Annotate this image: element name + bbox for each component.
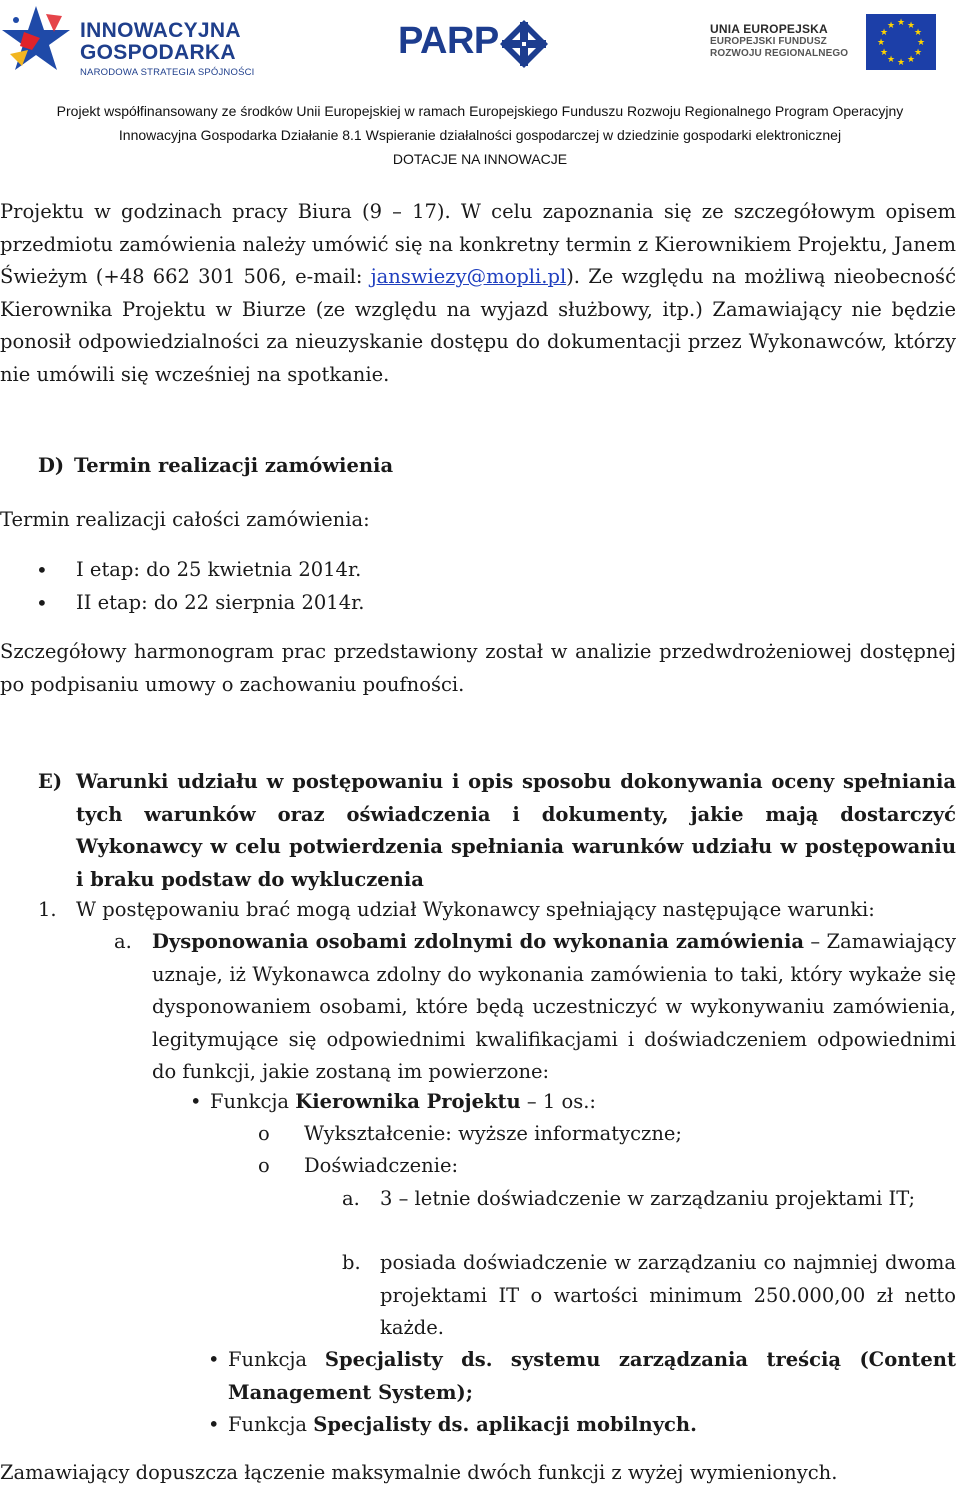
role-mobile-specialist (228, 1409, 697, 1442)
condition-item-1 (38, 894, 875, 927)
innowacyjna-gospodarka-logo (2, 2, 262, 82)
requirement-education (258, 1118, 682, 1151)
intro-paragraph (0, 196, 956, 391)
intro-text-1: Projektu w godzinach pracy Biura (9 – 17). W celu zapoznania się ze szczegółowym opisem przedmiotu zamówienia należy umówić się na konkretny termin z Kierownikiem Projektu, Janem Świeżym (+48 662 301 506, e-mail: (0, 200, 956, 288)
logo-right-line3: ROZWOJU REGIONALNEGO (710, 48, 849, 59)
experience-a (342, 1183, 956, 1216)
logo-right-line1: UNIA EUROPEJSKA (710, 22, 828, 36)
experience-b (342, 1247, 956, 1345)
role-cms-specialist (228, 1344, 956, 1409)
project-header (0, 99, 960, 171)
role-project-manager (210, 1086, 596, 1119)
eu-logo (710, 14, 960, 74)
role3-prefix: Funkcja (228, 1413, 314, 1436)
experience-b-text: posiada doświadczenie w zarządzaniu co najmniej dwoma projektami IT o wartości minimum 250.000,00 zł netto każde. (380, 1251, 956, 1339)
header-logos (0, 0, 960, 95)
requirement-education-text: Wykształcenie: wyższe informatyczne; (304, 1122, 682, 1145)
svg-text:★: ★ (916, 38, 926, 48)
condition-a-text (152, 926, 956, 1089)
logo-right-line2: EUROPEJSKI FUNDUSZ (710, 36, 827, 47)
intro-text-2: ). Ze względu na możliwą nieobecność Kierownika Projektu w Biurze (ze względu na wyjazd służbowy, itp.) Zamawiający nie będzie ponosił odpowiedzialności za nieuzyskanie dostępu do dokumentacji przez Wykonawców, którzy nie umówili się wcześniej na spotkanie. (0, 265, 956, 386)
svg-text:★: ★ (913, 28, 923, 38)
svg-text:★: ★ (906, 21, 916, 31)
svg-text:★: ★ (886, 55, 896, 65)
logo-left-line1: INNOWACYJNA (80, 19, 241, 42)
role3-bold: Specjalisty ds. aplikacji mobilnych. (313, 1413, 697, 1436)
parp-diamond-icon (498, 18, 550, 70)
section-d-heading (38, 454, 393, 477)
experience-b-label: b. (342, 1251, 361, 1274)
header-line1: Projekt współfinansowany ze środków Unii Europejskiej w ramach Europejskiego Funduszu Rozwoju Regionalnego Program Operacyjny (56, 103, 904, 119)
list-item: • II etap: do 22 sierpnia 2014r. (0, 587, 365, 620)
email-link[interactable]: janswiezy@mopli.pl (370, 265, 567, 288)
svg-text:★: ★ (886, 21, 896, 31)
role1-suffix: – 1 os.: (520, 1090, 596, 1113)
requirement-experience (258, 1150, 458, 1183)
svg-text:★: ★ (896, 58, 906, 68)
role2-bold: Specjalisty ds. systemu zarządzania treścią (Content Management System); (228, 1348, 956, 1404)
condition-a-bold: Dysponowania osobami zdolnymi do wykonania zamówienia (152, 930, 805, 953)
svg-text:★: ★ (879, 28, 889, 38)
condition-text: W postępowaniu brać mogą udział Wykonawcy spełniający następujące warunki: (76, 898, 875, 921)
role1-bold: Kierownika Projektu (295, 1090, 521, 1113)
final-paragraph: Zamawiający dopuszcza łączenie maksymalnie dwóch funkcji z wyżej wymienionych. (0, 1461, 838, 1484)
experience-a-label: a. (342, 1187, 360, 1210)
parp-logo (398, 14, 558, 74)
svg-text:★: ★ (896, 18, 906, 28)
condition-number: 1. (38, 898, 57, 921)
svg-text:★: ★ (876, 38, 886, 48)
condition-a-label: a. (114, 930, 132, 953)
schedule-paragraph: Szczegółowy harmonogram prac przedstawiony został w analizie przedwdrożeniowej dostępnej po podpisaniu umowy o zachowaniu poufności. (0, 640, 956, 696)
role2-prefix: Funkcja (228, 1348, 325, 1371)
sub-marker: o (258, 1122, 270, 1145)
experience-a-text: 3 – letnie doświadczenie w zarządzaniu projektami IT; (380, 1187, 916, 1210)
termin-intro: Termin realizacji całości zamówienia: (0, 508, 370, 531)
section-e-label: E) (38, 770, 63, 793)
parp-logo-text: PARP (398, 20, 499, 62)
condition-a (114, 926, 956, 1089)
stage-list (0, 554, 365, 619)
condition-a-body: – Zamawiający uznaje, iż Wykonawca zdolny do wykonania zamówienia to taki, który wykaże się dysponowaniem osobami, które będą uczestniczyć w wykonywaniu zamówienia, legitymujące się odpowiednimi kwalifikacjami i doświadczeniem odpowiednimi do funkcji, jakie zostaną im powierzone: (152, 930, 956, 1083)
logo-left-line2: GOSPODARKA (80, 41, 236, 64)
requirement-experience-text: Doświadczenie: (304, 1154, 459, 1177)
section-e-heading (38, 766, 956, 896)
svg-text:★: ★ (913, 48, 923, 58)
document-body (0, 196, 956, 391)
section-d-title: Termin realizacji zamówienia (74, 454, 394, 477)
header-line3: DOTACJE NA INNOWACJE (392, 151, 568, 167)
header-line2: Innowacyjna Gospodarka Działanie 8.1 Wspieranie działalności gospodarczej w dziedzinie gospodarki elektronicznej (118, 127, 842, 143)
list-item: • I etap: do 25 kwietnia 2014r. (0, 554, 365, 587)
logo-left-line3: NARODOWA STRATEGIA SPÓJNOŚCI (80, 67, 255, 78)
sub-marker: o (258, 1154, 270, 1177)
section-e-title: Warunki udziału w postępowaniu i opis sposobu dokonywania oceny spełniania tych warunków oraz oświadczenia i dokumenty, jakie mają dostarczyć Wykonawcy w celu potwierdzenia spełniania warunków udziału w postępowaniu i braku podstaw do wykluczenia (76, 770, 956, 891)
star-logo-icon (2, 2, 80, 82)
section-d-label: D) (38, 454, 65, 477)
role1-prefix: Funkcja (210, 1090, 296, 1113)
eu-flag-icon (866, 14, 936, 70)
svg-text:★: ★ (879, 48, 889, 58)
svg-text:★: ★ (906, 55, 916, 65)
